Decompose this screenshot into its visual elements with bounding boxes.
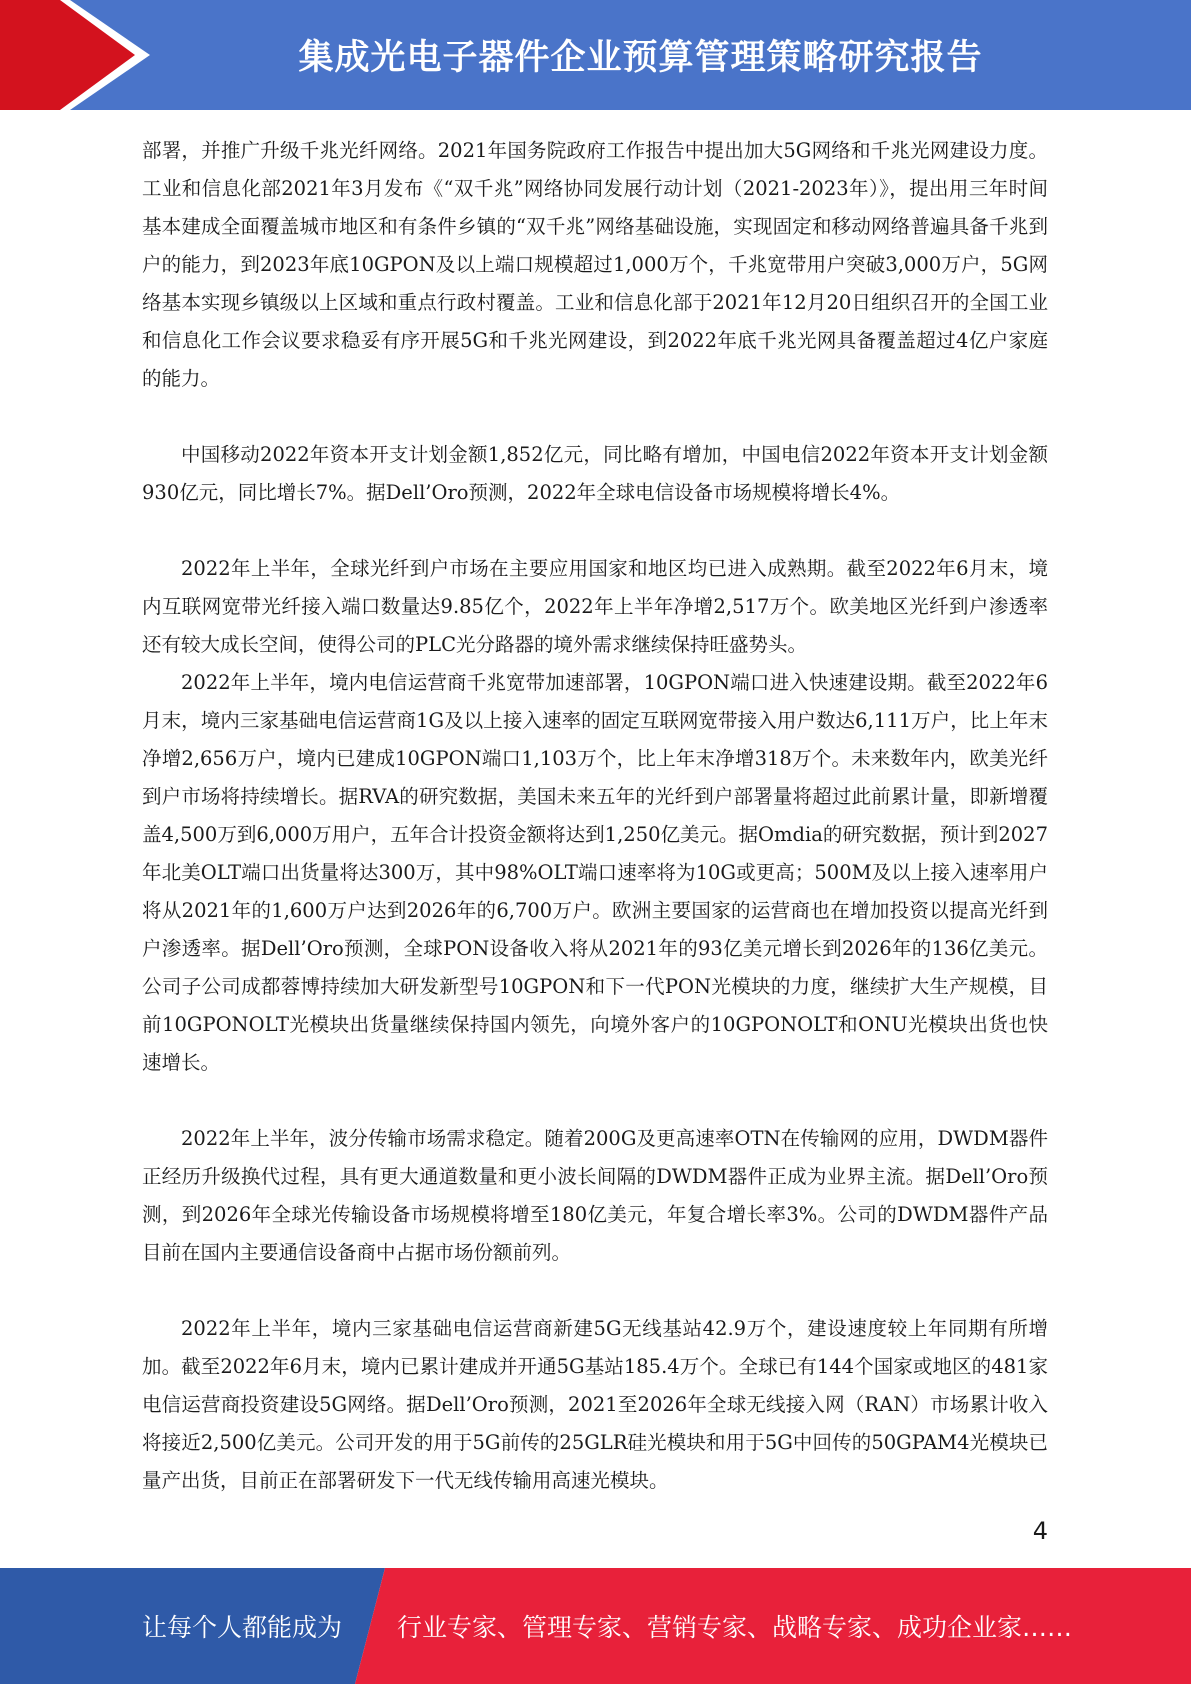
footer-slogan-left: 让每个人都能成为	[142, 1613, 343, 1642]
footer-slogan-right: 行业专家、管理专家、营销专家、战略专家、成功企业家……	[397, 1613, 1073, 1642]
paragraph-ftth-market: 2022年上半年，全球光纤到户市场在主要应用国家和地区均已进入成熟期。截至2022年6月末，境内互联网宽带光纤接入端口数量达9.85亿个，2022年上半年净增2,517万个。欧美地区光纤到户渗透率还有较大成长空间，使得公司的PLC光分路器的境外需求继续保持旺盛势头。	[142, 557, 1048, 656]
paragraph-gigabit-network: 部署，并推广升级千兆光纤网络。2021年国务院政府工作报告中提出加大5G网络和千兆光网建设力度。工业和信息化部2021年3月发布《“双千兆”网络协同发展行动计划（2021-2023年）》，提出用三年时间基本建成全面覆盖城市地区和有条件乡镇的“双千兆”网络基础设施，实现固定和移动网络普遍具备千兆到户的能力，到2023年底10GPON及以上端口规模超过1,000万个，千兆宽带用户突破3,000万户，5G网络基本实现乡镇级以上区域和重点行政村覆盖。工业和信息化部于2021年12月20日组织召开的全国工业和信息化工作会议要求稳妥有序开展5G和千兆光网建设，到2022年底千兆光网具备覆盖超过4亿户家庭的能力。	[142, 139, 1048, 390]
page-number: 4	[1032, 1517, 1048, 1545]
document-body	[142, 132, 1048, 1500]
paragraph-5g: 2022年上半年，境内三家基础电信运营商新建5G无线基站42.9万个，建设速度较上年同期有所增加。截至2022年6月末，境内已累计建成并开通5G基站185.4万个。全球已有144个国家或地区的481家电信运营商投资建设5G网络。据Dell’Oro预测，2021至2026年全球无线接入网（RAN）市场累计收入将接近2,500亿美元。公司开发的用于5G前传的25GLR硅光模块和用于5G中回传的50GPAM4光模块已量产出货，目前正在部署研发下一代无线传输用高速光模块。	[142, 1317, 1048, 1492]
paragraph-dwdm: 2022年上半年，波分传输市场需求稳定。随着200G及更高速率OTN在传输网的应用，DWDM器件正经历升级换代过程，具有更大通道数量和更小波长间隔的DWDM器件正成为业界主流。据Dell’Oro预测，到2026年全球光传输设备市场规模将增至180亿美元，年复合增长率3%。公司的DWDM器件产品目前在国内主要通信设备商中占据市场份额前列。	[142, 1127, 1048, 1264]
paragraph-10gpon: 2022年上半年，境内电信运营商千兆宽带加速部署，10GPON端口进入快速建设期。截至2022年6月末，境内三家基础电信运营商1G及以上接入速率的固定互联网宽带接入用户数达6,111万户，比上年末净增2,656万户，境内已建成10GPON端口1,103万个，比上年末净增318万个。未来数年内，欧美光纤到户市场将持续增长。据RVA的研究数据，美国未来五年的光纤到户部署量将超过此前累计量，即新增覆盖4,500万到6,000万用户，五年合计投资金额将达到1,250亿美元。据Omdia的研究数据，预计到2027年北美OLT端口出货量将达300万，其中98%OLT端口速率将为10G或更高；500M及以上接入速率用户将从2021年的1,600万户达到2026年的6,700万户。欧洲主要国家的运营商也在增加投资以提高光纤到户渗透率。据Dell’Oro预测，全球PON设备收入将从2021年的93亿美元增长到2026年的136亿美元。公司子公司成都蓉博持续加大研发新型号10GPON和下一代PON光模块的力度，继续扩大生产规模，目前10GPONOLT光模块出货量继续保持国内领先，向境外客户的10GPONOLT和ONU光模块出货也快速增长。	[142, 671, 1048, 1074]
page-header	[0, 0, 1191, 110]
report-title: 集成光电子器件企业预算管理策略研究报告	[298, 38, 983, 78]
page-footer	[0, 1568, 1191, 1684]
header-arrow-decoration	[0, 0, 150, 110]
paragraph-capex: 中国移动2022年资本开支计划金额1,852亿元，同比略有增加，中国电信2022年资本开支计划金额930亿元，同比增长7%。据Dell’Oro预测，2022年全球电信设备市场规模将增长4%。	[142, 443, 1048, 504]
